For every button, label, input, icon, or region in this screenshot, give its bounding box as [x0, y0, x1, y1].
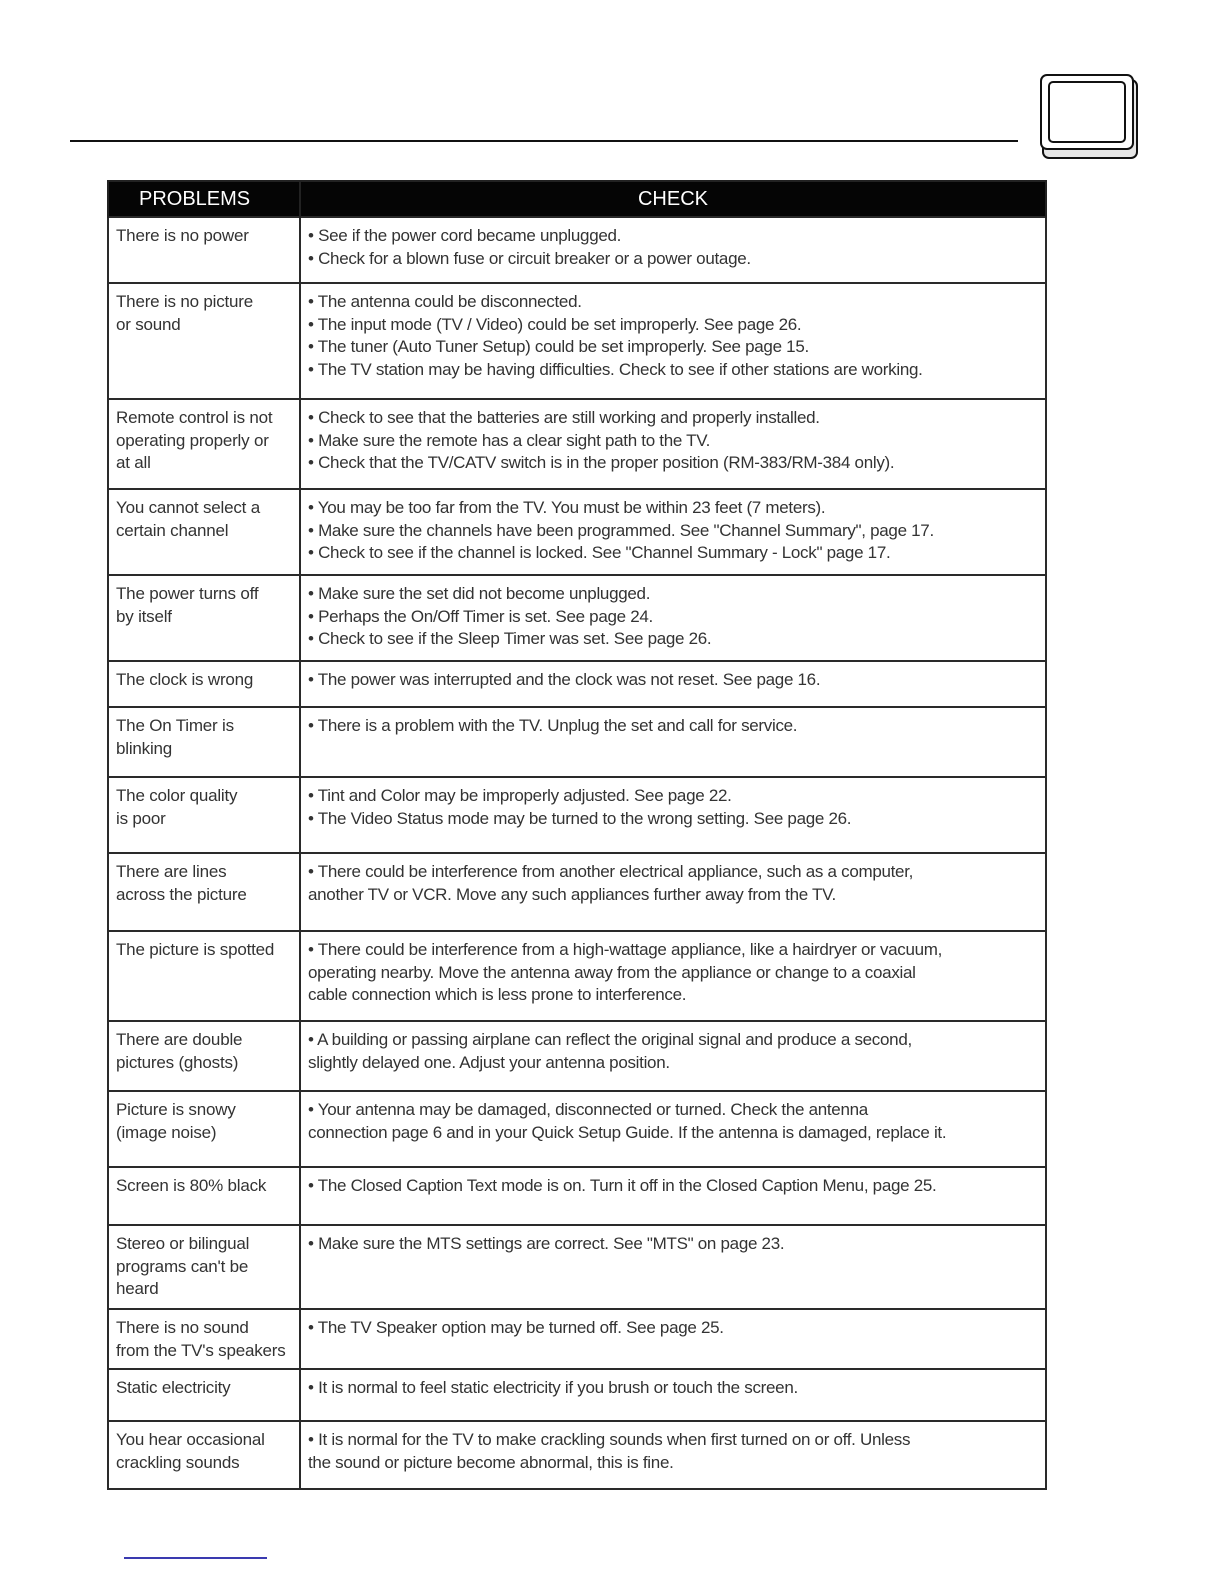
table-row: [108, 1091, 1046, 1167]
check-cell: [300, 1369, 1046, 1421]
check-cell: [300, 931, 1046, 1021]
check-item: cable connection which is less prone to interference.: [308, 985, 687, 1004]
check-item: operating nearby. Move the antenna away from the appliance or change to a coaxial: [308, 962, 916, 982]
check-item: • A building or passing airplane can reflect the original signal and produce a second,: [308, 1030, 912, 1049]
problem-cell: There is no picture or sound: [108, 283, 300, 399]
table-row: [108, 1167, 1046, 1225]
check-column-header: CHECK: [300, 181, 1046, 217]
tv-screen-icon: [1040, 74, 1138, 160]
check-item: • See if the power cord became unplugged.: [308, 226, 622, 245]
check-item: • Make sure the remote has a clear sight path to the TV.: [308, 430, 711, 450]
table-row: [108, 1421, 1046, 1489]
check-item: • Check for a blown fuse or circuit breaker or a power outage.: [308, 248, 751, 268]
footer-rule: [124, 1557, 267, 1559]
table-row: [108, 217, 1046, 283]
problem-cell: You cannot select a certain channel: [108, 489, 300, 575]
check-item: • The tuner (Auto Tuner Setup) could be set improperly. See page 15.: [308, 337, 809, 356]
check-cell: [300, 1021, 1046, 1091]
check-item: • The TV Speaker option may be turned off. See page 25.: [308, 1318, 724, 1337]
check-item: • The Video Status mode may be turned to the wrong setting. See page 26.: [308, 808, 852, 828]
problem-cell: You hear occasional crackling sounds: [108, 1421, 300, 1489]
table-row: [108, 1309, 1046, 1369]
check-cell: [300, 575, 1046, 661]
check-item: • Check to see that the batteries are still working and properly installed.: [308, 408, 820, 427]
problem-cell: The picture is spotted: [108, 931, 300, 1021]
troubleshooting-table: [107, 180, 1047, 1490]
table-row: [108, 661, 1046, 707]
table-row: [108, 707, 1046, 777]
check-item: • Make sure the MTS settings are correct. See "MTS" on page 23.: [308, 1234, 785, 1253]
check-item: • The input mode (TV / Video) could be set improperly. See page 26.: [308, 314, 802, 334]
problem-cell: The color quality is poor: [108, 777, 300, 853]
problem-cell: Remote control is not operating properly or at all: [108, 399, 300, 489]
check-item: • The antenna could be disconnected.: [308, 292, 582, 311]
check-item: • There is a problem with the TV. Unplug the set and call for service.: [308, 716, 798, 735]
check-item: • Make sure the channels have been programmed. See "Channel Summary", page 17.: [308, 520, 934, 540]
check-item: • The TV station may be having difficulties. Check to see if other stations are working.: [308, 359, 923, 379]
check-item: • The Closed Caption Text mode is on. Turn it off in the Closed Caption Menu, page 25.: [308, 1176, 937, 1195]
check-item: • It is normal for the TV to make crackling sounds when first turned on or off. Unless: [308, 1430, 911, 1449]
check-item: • There could be interference from another electrical appliance, such as a computer,: [308, 862, 914, 881]
table-row: [108, 283, 1046, 399]
table-row: [108, 575, 1046, 661]
table-row: [108, 1021, 1046, 1091]
check-cell: [300, 777, 1046, 853]
problem-cell: The On Timer is blinking: [108, 707, 300, 777]
problem-cell: There is no sound from the TV's speakers: [108, 1309, 300, 1369]
check-item: • Your antenna may be damaged, disconnected or turned. Check the antenna: [308, 1100, 868, 1119]
table-row: [108, 1225, 1046, 1309]
check-cell: [300, 1091, 1046, 1167]
check-item: the sound or picture become abnormal, this is fine.: [308, 1452, 674, 1472]
check-item: • You may be too far from the TV. You must be within 23 feet (7 meters).: [308, 498, 826, 517]
check-cell: [300, 489, 1046, 575]
check-item: • Check to see if the Sleep Timer was set. See page 26.: [308, 629, 712, 648]
check-item: • Check to see if the channel is locked. See "Channel Summary - Lock" page 17.: [308, 543, 891, 562]
check-cell: [300, 1309, 1046, 1369]
check-cell: [300, 853, 1046, 931]
table-row: [108, 489, 1046, 575]
check-cell: [300, 399, 1046, 489]
check-cell: [300, 217, 1046, 283]
problem-cell: There are double pictures (ghosts): [108, 1021, 300, 1091]
table-row: [108, 931, 1046, 1021]
check-cell: [300, 707, 1046, 777]
check-item: • The power was interrupted and the clock was not reset. See page 16.: [308, 670, 821, 689]
table-row: [108, 853, 1046, 931]
check-item: • Make sure the set did not become unplugged.: [308, 584, 651, 603]
check-item: • Check that the TV/CATV switch is in the proper position (RM-383/RM-384 only).: [308, 453, 895, 472]
check-cell: [300, 1421, 1046, 1489]
check-item: connection page 6 and in your Quick Setup Guide. If the antenna is damaged, replace it.: [308, 1122, 947, 1142]
problem-cell: Stereo or bilingual programs can't be heard: [108, 1225, 300, 1309]
problem-cell: Picture is snowy (image noise): [108, 1091, 300, 1167]
table-row: [108, 399, 1046, 489]
table-row: [108, 1369, 1046, 1421]
problems-column-header: PROBLEMS: [108, 181, 300, 217]
problem-cell: There is no power: [108, 217, 300, 283]
problem-cell: There are lines across the picture: [108, 853, 300, 931]
check-item: • Tint and Color may be improperly adjusted. See page 22.: [308, 786, 732, 805]
check-cell: [300, 1167, 1046, 1225]
check-item: • It is normal to feel static electricity if you brush or touch the screen.: [308, 1378, 798, 1397]
problem-cell: The power turns off by itself: [108, 575, 300, 661]
table-header-row: [108, 181, 1046, 217]
problem-cell: Screen is 80% black: [108, 1167, 300, 1225]
table-row: [108, 777, 1046, 853]
problem-cell: Static electricity: [108, 1369, 300, 1421]
check-item: • Perhaps the On/Off Timer is set. See page 24.: [308, 606, 653, 626]
header-rule: [70, 140, 1018, 142]
check-item: slightly delayed one. Adjust your antenna position.: [308, 1052, 670, 1072]
check-cell: [300, 283, 1046, 399]
check-cell: [300, 661, 1046, 707]
problem-cell: The clock is wrong: [108, 661, 300, 707]
check-item: another TV or VCR. Move any such appliances further away from the TV.: [308, 884, 836, 904]
check-cell: [300, 1225, 1046, 1309]
check-item: • There could be interference from a high-wattage appliance, like a hairdryer or vacuum,: [308, 940, 943, 959]
